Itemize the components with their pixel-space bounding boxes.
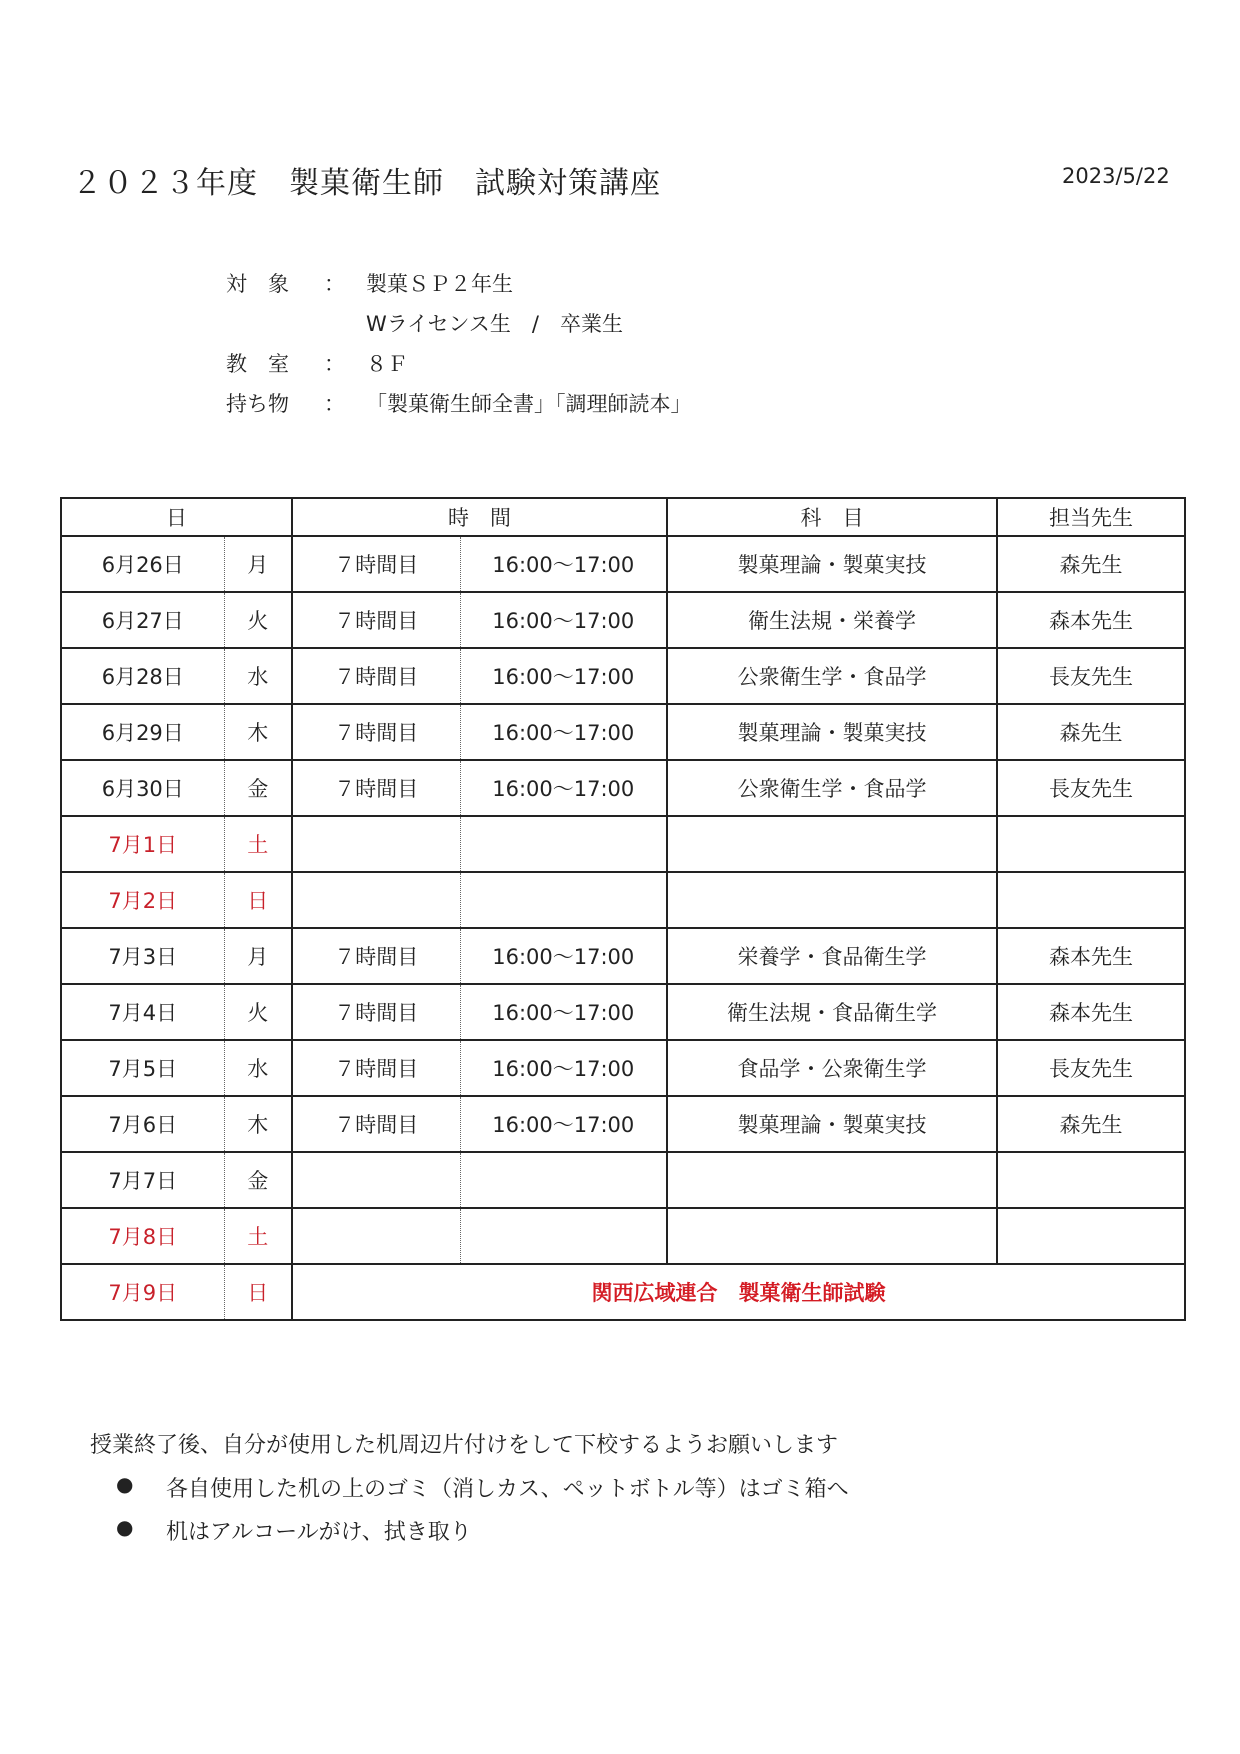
date-cell: 6月30日	[61, 760, 224, 816]
subject-cell	[667, 872, 997, 928]
table-row	[61, 1096, 1185, 1152]
period-cell: ７時間目	[292, 984, 460, 1040]
subject-cell: 衛生法規・食品衛生学	[667, 984, 997, 1040]
teacher-cell: 森本先生	[997, 928, 1185, 984]
date-cell: 7月2日	[61, 872, 224, 928]
info-label: 教 室	[226, 352, 289, 376]
date-cell: 6月29日	[61, 704, 224, 760]
table-row	[61, 536, 1185, 592]
period-cell: ７時間目	[292, 704, 460, 760]
table-row	[61, 1208, 1185, 1264]
schedule-table	[60, 497, 1186, 1321]
table-row	[61, 984, 1185, 1040]
subject-cell: 製菓理論・製菓実技	[667, 536, 997, 592]
date-cell: 7月8日	[61, 1208, 224, 1264]
period-cell	[292, 816, 460, 872]
teacher-cell	[997, 816, 1185, 872]
time-cell	[460, 872, 667, 928]
date-cell: 7月5日	[61, 1040, 224, 1096]
date-cell: 7月9日	[61, 1264, 224, 1320]
subject-cell: 衛生法規・栄養学	[667, 592, 997, 648]
period-cell: ７時間目	[292, 536, 460, 592]
info-colon: ：	[324, 272, 345, 296]
weekday-cell: 日	[224, 1264, 292, 1320]
time-cell: 16:00〜17:00	[460, 760, 667, 816]
date-cell: 6月28日	[61, 648, 224, 704]
notes-intro: 授業終了後、自分が使用した机周辺片付けをして下校するようお願いします	[90, 1433, 839, 1458]
info-colon: ：	[324, 392, 345, 416]
info-colon: ：	[324, 352, 345, 376]
subject-cell	[667, 816, 997, 872]
weekday-cell: 木	[224, 1096, 292, 1152]
teacher-cell	[997, 1208, 1185, 1264]
time-cell	[460, 1152, 667, 1208]
teacher-cell: 森先生	[997, 536, 1185, 592]
table-row	[61, 816, 1185, 872]
time-cell: 16:00〜17:00	[460, 1096, 667, 1152]
period-cell: ７時間目	[292, 928, 460, 984]
time-cell: 16:00〜17:00	[460, 592, 667, 648]
info-label: 対 象	[226, 272, 289, 296]
teacher-cell	[997, 1152, 1185, 1208]
note-text: 各自使用した机の上のゴミ（消しカス、ペットボトル等）はゴミ箱へ	[166, 1477, 849, 1502]
period-cell: ７時間目	[292, 648, 460, 704]
weekday-cell: 木	[224, 704, 292, 760]
time-cell: 16:00〜17:00	[460, 536, 667, 592]
period-cell: ７時間目	[292, 1040, 460, 1096]
weekday-cell: 日	[224, 872, 292, 928]
table-row	[61, 760, 1185, 816]
time-cell: 16:00〜17:00	[460, 704, 667, 760]
teacher-cell: 森先生	[997, 704, 1185, 760]
date-cell: 7月1日	[61, 816, 224, 872]
teacher-cell: 森本先生	[997, 984, 1185, 1040]
subject-cell: 公衆衛生学・食品学	[667, 760, 997, 816]
date-cell: 6月26日	[61, 536, 224, 592]
table-row	[61, 928, 1185, 984]
header-subject: 科 目	[667, 498, 997, 536]
time-cell: 16:00〜17:00	[460, 1040, 667, 1096]
period-cell	[292, 1152, 460, 1208]
weekday-cell: 水	[224, 648, 292, 704]
subject-cell: 製菓理論・製菓実技	[667, 704, 997, 760]
bullet-icon: ●	[116, 1515, 134, 1539]
info-value: ８Ｆ	[366, 352, 408, 376]
teacher-cell: 長友先生	[997, 760, 1185, 816]
info-label: 持ち物	[226, 392, 289, 416]
time-cell: 16:00〜17:00	[460, 984, 667, 1040]
exam-cell: 関西広域連合 製菓衛生師試験	[292, 1264, 1185, 1320]
weekday-cell: 土	[224, 816, 292, 872]
subject-cell: 製菓理論・製菓実技	[667, 1096, 997, 1152]
time-cell: 16:00〜17:00	[460, 928, 667, 984]
header-day: 日	[61, 498, 292, 536]
table-row	[61, 1152, 1185, 1208]
document-date: 2023/5/22	[1062, 164, 1170, 188]
teacher-cell: 長友先生	[997, 648, 1185, 704]
weekday-cell: 水	[224, 1040, 292, 1096]
teacher-cell	[997, 872, 1185, 928]
date-cell: 7月3日	[61, 928, 224, 984]
table-row	[61, 592, 1185, 648]
subject-cell	[667, 1152, 997, 1208]
header-time: 時 間	[292, 498, 667, 536]
subject-cell: 栄養学・食品衛生学	[667, 928, 997, 984]
header-teacher: 担当先生	[997, 498, 1185, 536]
table-row	[61, 1040, 1185, 1096]
exam-row	[61, 1264, 1185, 1320]
teacher-cell: 森先生	[997, 1096, 1185, 1152]
weekday-cell: 火	[224, 984, 292, 1040]
period-cell: ７時間目	[292, 760, 460, 816]
period-cell	[292, 872, 460, 928]
date-cell: 7月7日	[61, 1152, 224, 1208]
weekday-cell: 月	[224, 928, 292, 984]
schedule-body	[61, 536, 1185, 1320]
weekday-cell: 金	[224, 760, 292, 816]
subject-cell: 食品学・公衆衛生学	[667, 1040, 997, 1096]
table-row	[61, 704, 1185, 760]
info-value: 「製菓衛生師全書」「調理師読本」	[366, 392, 692, 416]
teacher-cell: 森本先生	[997, 592, 1185, 648]
period-cell: ７時間目	[292, 592, 460, 648]
note-text: 机はアルコールがけ、拭き取り	[166, 1520, 472, 1545]
weekday-cell: 金	[224, 1152, 292, 1208]
table-header-row	[61, 498, 1185, 536]
info-value: 製菓ＳＰ２年生	[366, 272, 513, 296]
bullet-icon: ●	[116, 1472, 134, 1496]
table-row	[61, 872, 1185, 928]
period-cell: ７時間目	[292, 1096, 460, 1152]
time-cell: 16:00〜17:00	[460, 648, 667, 704]
date-cell: 7月4日	[61, 984, 224, 1040]
period-cell	[292, 1208, 460, 1264]
time-cell	[460, 816, 667, 872]
weekday-cell: 土	[224, 1208, 292, 1264]
teacher-cell: 長友先生	[997, 1040, 1185, 1096]
table-row	[61, 648, 1185, 704]
info-value: Wライセンス生 / 卒業生	[366, 312, 623, 336]
weekday-cell: 火	[224, 592, 292, 648]
time-cell	[460, 1208, 667, 1264]
subject-cell: 公衆衛生学・食品学	[667, 648, 997, 704]
subject-cell	[667, 1208, 997, 1264]
weekday-cell: 月	[224, 536, 292, 592]
date-cell: 7月6日	[61, 1096, 224, 1152]
date-cell: 6月27日	[61, 592, 224, 648]
document-title: ２０２３年度 製菓衛生師 試験対策講座	[72, 166, 661, 201]
